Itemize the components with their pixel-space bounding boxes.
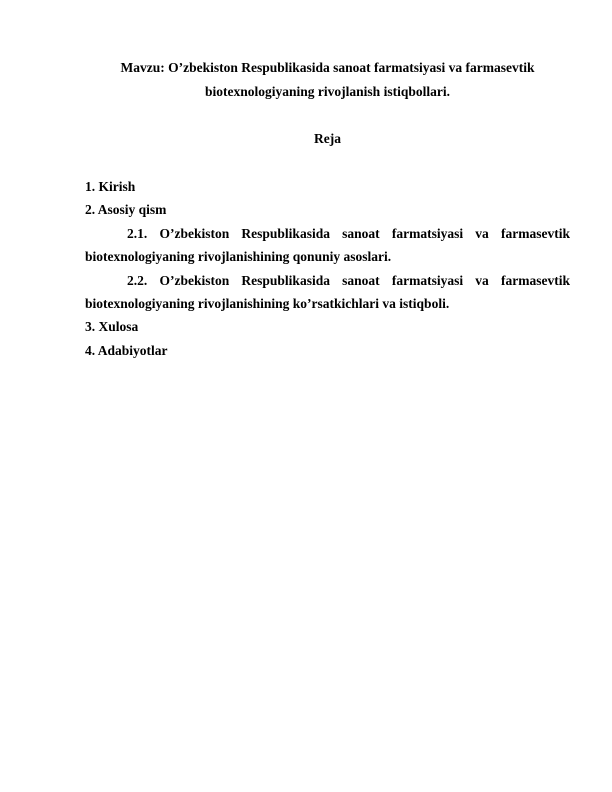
plan-item-conclusion: 3. Xulosa: [85, 319, 139, 335]
plan-item-introduction: 1. Kirish: [85, 179, 136, 194]
plan-item-main-part: 2. Asosiy qism: [85, 202, 167, 218]
plan-heading: Reja: [314, 131, 341, 146]
plan-item-references: 4. Adabiyotlar: [85, 342, 168, 358]
document-title: Mavzu: O’zbekiston Respublikasida sanoat farmatsiyasi va farmasevtik biotexnologiyaning rivojlanish istiqbollari.: [120, 60, 535, 99]
plan-subitem-indicators-prospects: 2.2. O’zbekiston Respublikasida sanoat farmatsiyasi va farmasevtik biotexnologiyaning rivojlanishining ko’rsatkichlari va istiqboli.: [85, 272, 570, 312]
plan-list: [85, 175, 570, 362]
plan-subitem-legal-basis: 2.1. O’zbekiston Respublikasida sanoat farmatsiyasi va farmasevtik biotexnologiyaning rivojlanishining qonuniy asoslari.: [85, 225, 570, 265]
